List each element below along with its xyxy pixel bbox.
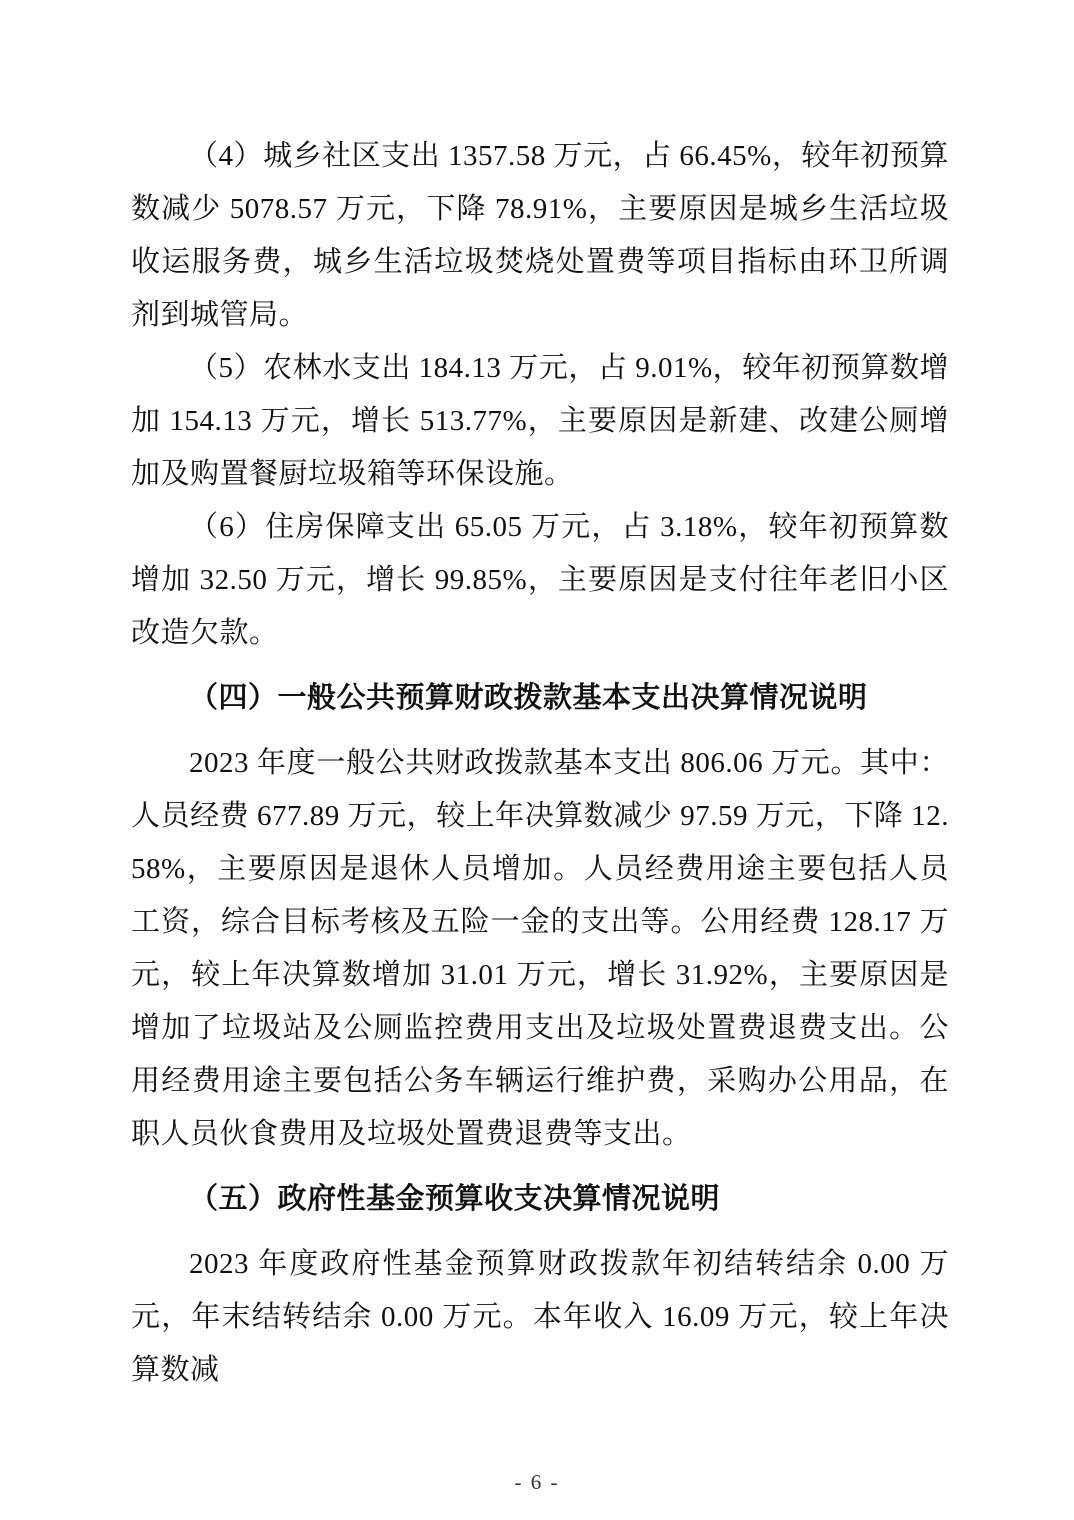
page-footer bbox=[0, 1470, 1074, 1494]
heading-section-4-basic-expenditure: （四）一般公共预算财政拨款基本支出决算情况说明 bbox=[189, 682, 868, 714]
heading-section-5-government-fund: （五）政府性基金预算收支决算情况说明 bbox=[189, 1183, 721, 1215]
para-government-fund-detail: 2023 年度政府性基金预算财政拨款年初结转结余 0.00 万元，年末结转结余 0.00 万元。本年收入 16.09 万元，较上年决算数减 bbox=[131, 1248, 949, 1386]
para-housing-security-expenditure: （6）住房保障支出 65.05 万元，占 3.18%，较年初预算数增加 32.50 万元，增长 99.85%，主要原因是支付往年老旧小区改造欠款。 bbox=[131, 511, 949, 649]
para-urban-community-expenditure: （4）城乡社区支出 1357.58 万元，占 66.45%，较年初预算数减少 5078.57 万元，下降 78.91%，主要原因是城乡生活垃圾收运服务费，城乡生活垃圾焚烧处置费等项目指标由环卫所调剂到城管局。 bbox=[131, 140, 949, 331]
para-basic-expenditure-detail: 2023 年度一般公共财政拨款基本支出 806.06 万元。其中：人员经费 677.89 万元，较上年决算数减少 97.59 万元，下降 12.58%，主要原因是退休人员增加。人员经费用途主要包括人员工资，综合目标考核及五险一金的支出等。公用经费 128.17 万元，较上年决算数增加 31.01 万元，增长 31.92%，主要原因是增加了垃圾站及公厕监控费用支出及垃圾处置费退费支出。公用经费用途主要包括公务车辆运行维护费，采购办公用品，在职人员伙食费用及垃圾处置费退费等支出。 bbox=[131, 747, 949, 1150]
para-agriculture-forestry-water-expenditure: （5）农林水支出 184.13 万元，占 9.01%，较年初预算数增加 154.13 万元，增长 513.77%，主要原因是新建、改建公厕增加及购置餐厨垃圾箱等环保设施。 bbox=[131, 352, 949, 490]
page-number: - 6 - bbox=[514, 1470, 560, 1494]
document-content bbox=[131, 130, 949, 1397]
